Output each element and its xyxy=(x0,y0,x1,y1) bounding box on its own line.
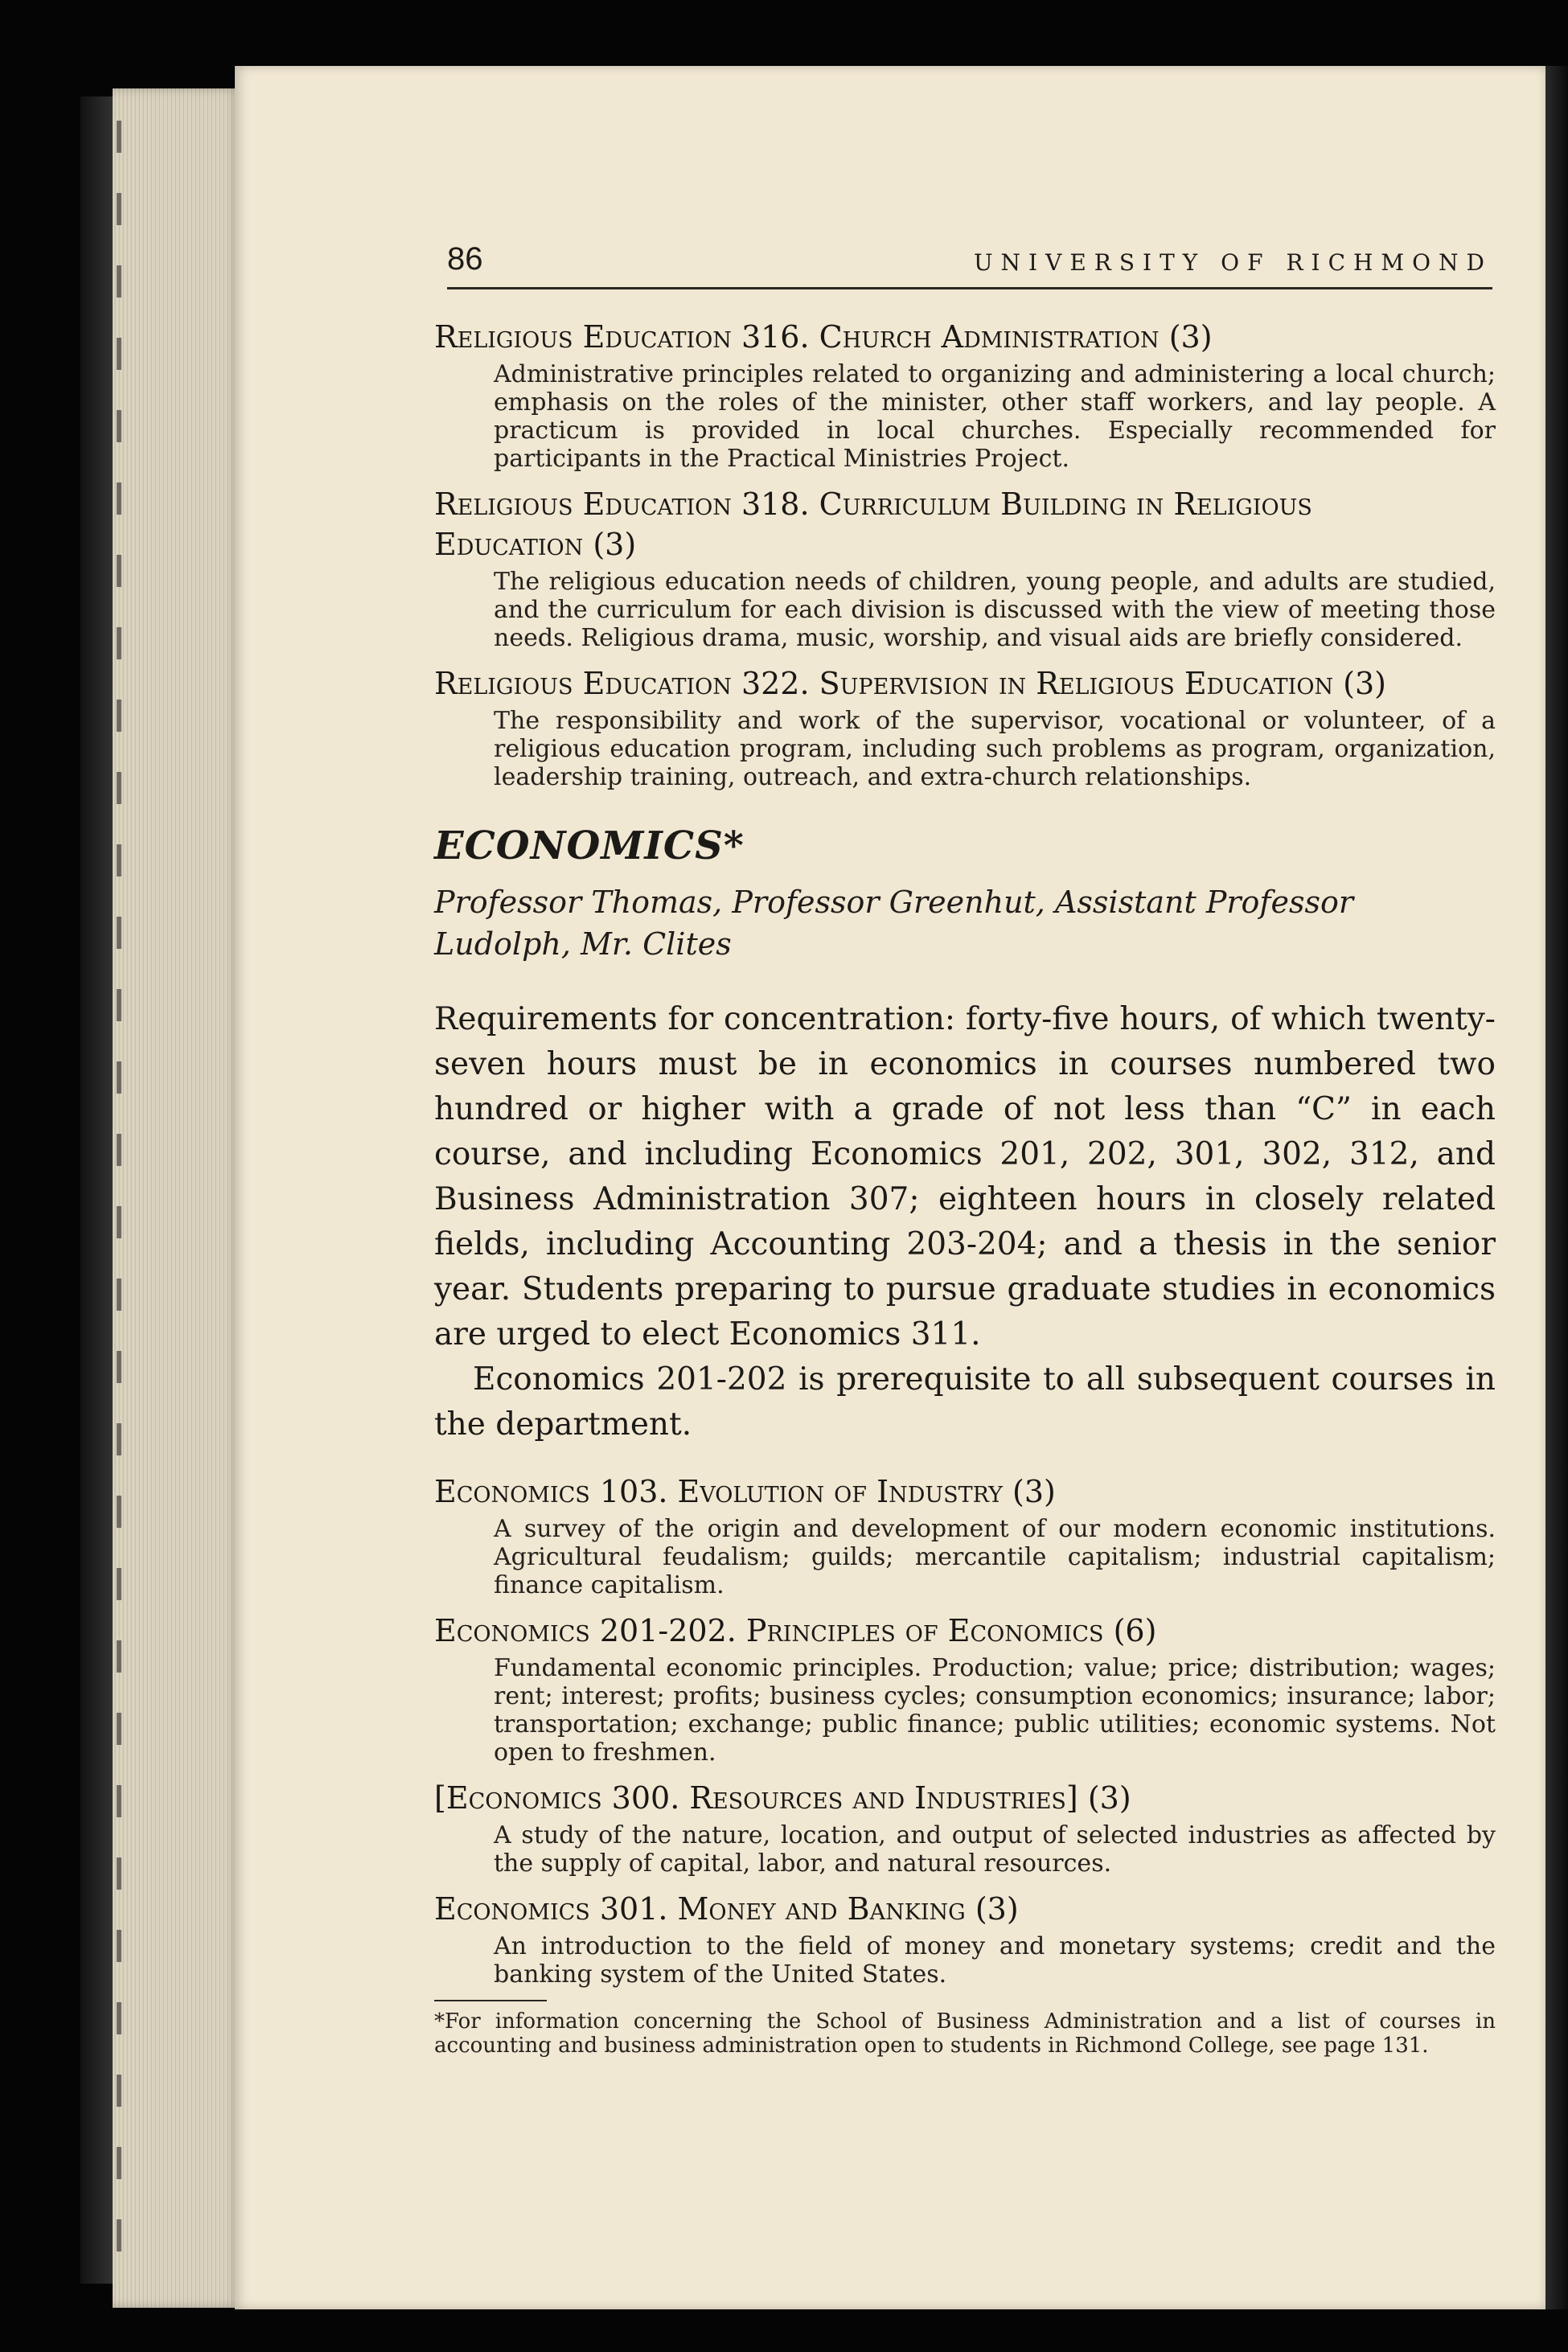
footnote-rule xyxy=(434,2000,547,2001)
course-title-continued: Education (3) xyxy=(434,527,637,562)
book-shadow-right xyxy=(1545,66,1568,2309)
section-heading-economics: ECONOMICS* xyxy=(434,823,745,868)
course-entry xyxy=(434,484,1496,652)
course-entry xyxy=(434,317,1496,473)
course-description: The religious education needs of children, young people, and adults are studied, and the curriculum for each division is discussed with the view of meeting those needs. Religious drama, music, worship, and visual aids are briefly considered. xyxy=(494,568,1496,652)
course-title: Economics 103. Evolution of Industry (3) xyxy=(434,1474,1056,1509)
course-title: Religious Education 322. Supervision in Religious Education (3) xyxy=(434,666,1386,701)
course-description: A study of the nature, location, and output of selected industries as affected by the supply of capital, labor, and natural resources. xyxy=(494,1821,1496,1878)
binding-edge xyxy=(117,121,121,2292)
course-title: Religious Education 318. Curriculum Building in Religious xyxy=(434,486,1312,522)
course-title: [Economics 300. Resources and Industries] (3) xyxy=(434,1780,1131,1816)
course-entry xyxy=(434,663,1496,791)
page-content xyxy=(434,317,1496,2058)
page-edges xyxy=(113,88,241,2308)
course-entry xyxy=(434,1778,1496,1878)
requirements-paragraph: Requirements for concentration: forty-five hours, of which twenty-seven hours must be in economics in courses numbered two hundred or higher with a grade of not less than “C” in each course, and including Economics 201, 202, 301, 302, 312, and Business Administration 307; eighteen hours in closely related fields, including Accounting 203-204; and a thesis in the senior year. Students preparing to pursue graduate studies in economics are urged to elect Economics 311. xyxy=(434,1001,1496,1353)
course-description: An introduction to the field of money and monetary systems; credit and the banking system of the United States. xyxy=(494,1932,1496,1989)
course-entry xyxy=(434,1611,1496,1767)
course-description: A survey of the origin and development of our modern economic institutions. Agricultural feudalism; guilds; mercantile capitalism; industrial capitalism; finance capitalism. xyxy=(494,1515,1496,1599)
course-entry xyxy=(434,1472,1496,1599)
course-title: Economics 201-202. Principles of Economics (6) xyxy=(434,1613,1157,1648)
running-head: UNIVERSITY OF RICHMOND xyxy=(973,249,1492,276)
course-description: The responsibility and work of the supervisor, vocational or volunteer, of a religious education program, including such problems as program, organization, leadership training, outreach, and extra-church relationships. xyxy=(494,707,1496,791)
prerequisite-paragraph: Economics 201-202 is prerequisite to all subsequent courses in the department. xyxy=(434,1361,1496,1443)
header-rule xyxy=(447,287,1492,289)
book-page xyxy=(235,66,1545,2309)
course-description: Administrative principles related to organizing and administering a local church; emphasis on the roles of the minister, other staff workers, and lay people. A practicum is provided in local churches. Especially recommended for participants in the Practical Ministries Project. xyxy=(494,360,1496,473)
faculty-list: Professor Thomas, Professor Greenhut, Assistant Professor Ludolph, Mr. Clites xyxy=(434,885,1354,962)
page-header xyxy=(447,241,1492,289)
course-description: Fundamental economic principles. Production; value; price; distribution; wages; rent; interest; profits; business cycles; consumption economics; insurance; labor; transportation; exchange; public finance; public utilities; economic systems. Not open to freshmen. xyxy=(494,1654,1496,1767)
footnote: *For information concerning the School of Business Administration and a list of courses in accounting and business administration open to students in Richmond College, see page 131. xyxy=(434,2009,1496,2058)
page-number: 86 xyxy=(447,241,483,277)
course-title: Religious Education 316. Church Administration (3) xyxy=(434,319,1213,355)
course-entry xyxy=(434,1889,1496,1989)
course-title: Economics 301. Money and Banking (3) xyxy=(434,1891,1019,1927)
